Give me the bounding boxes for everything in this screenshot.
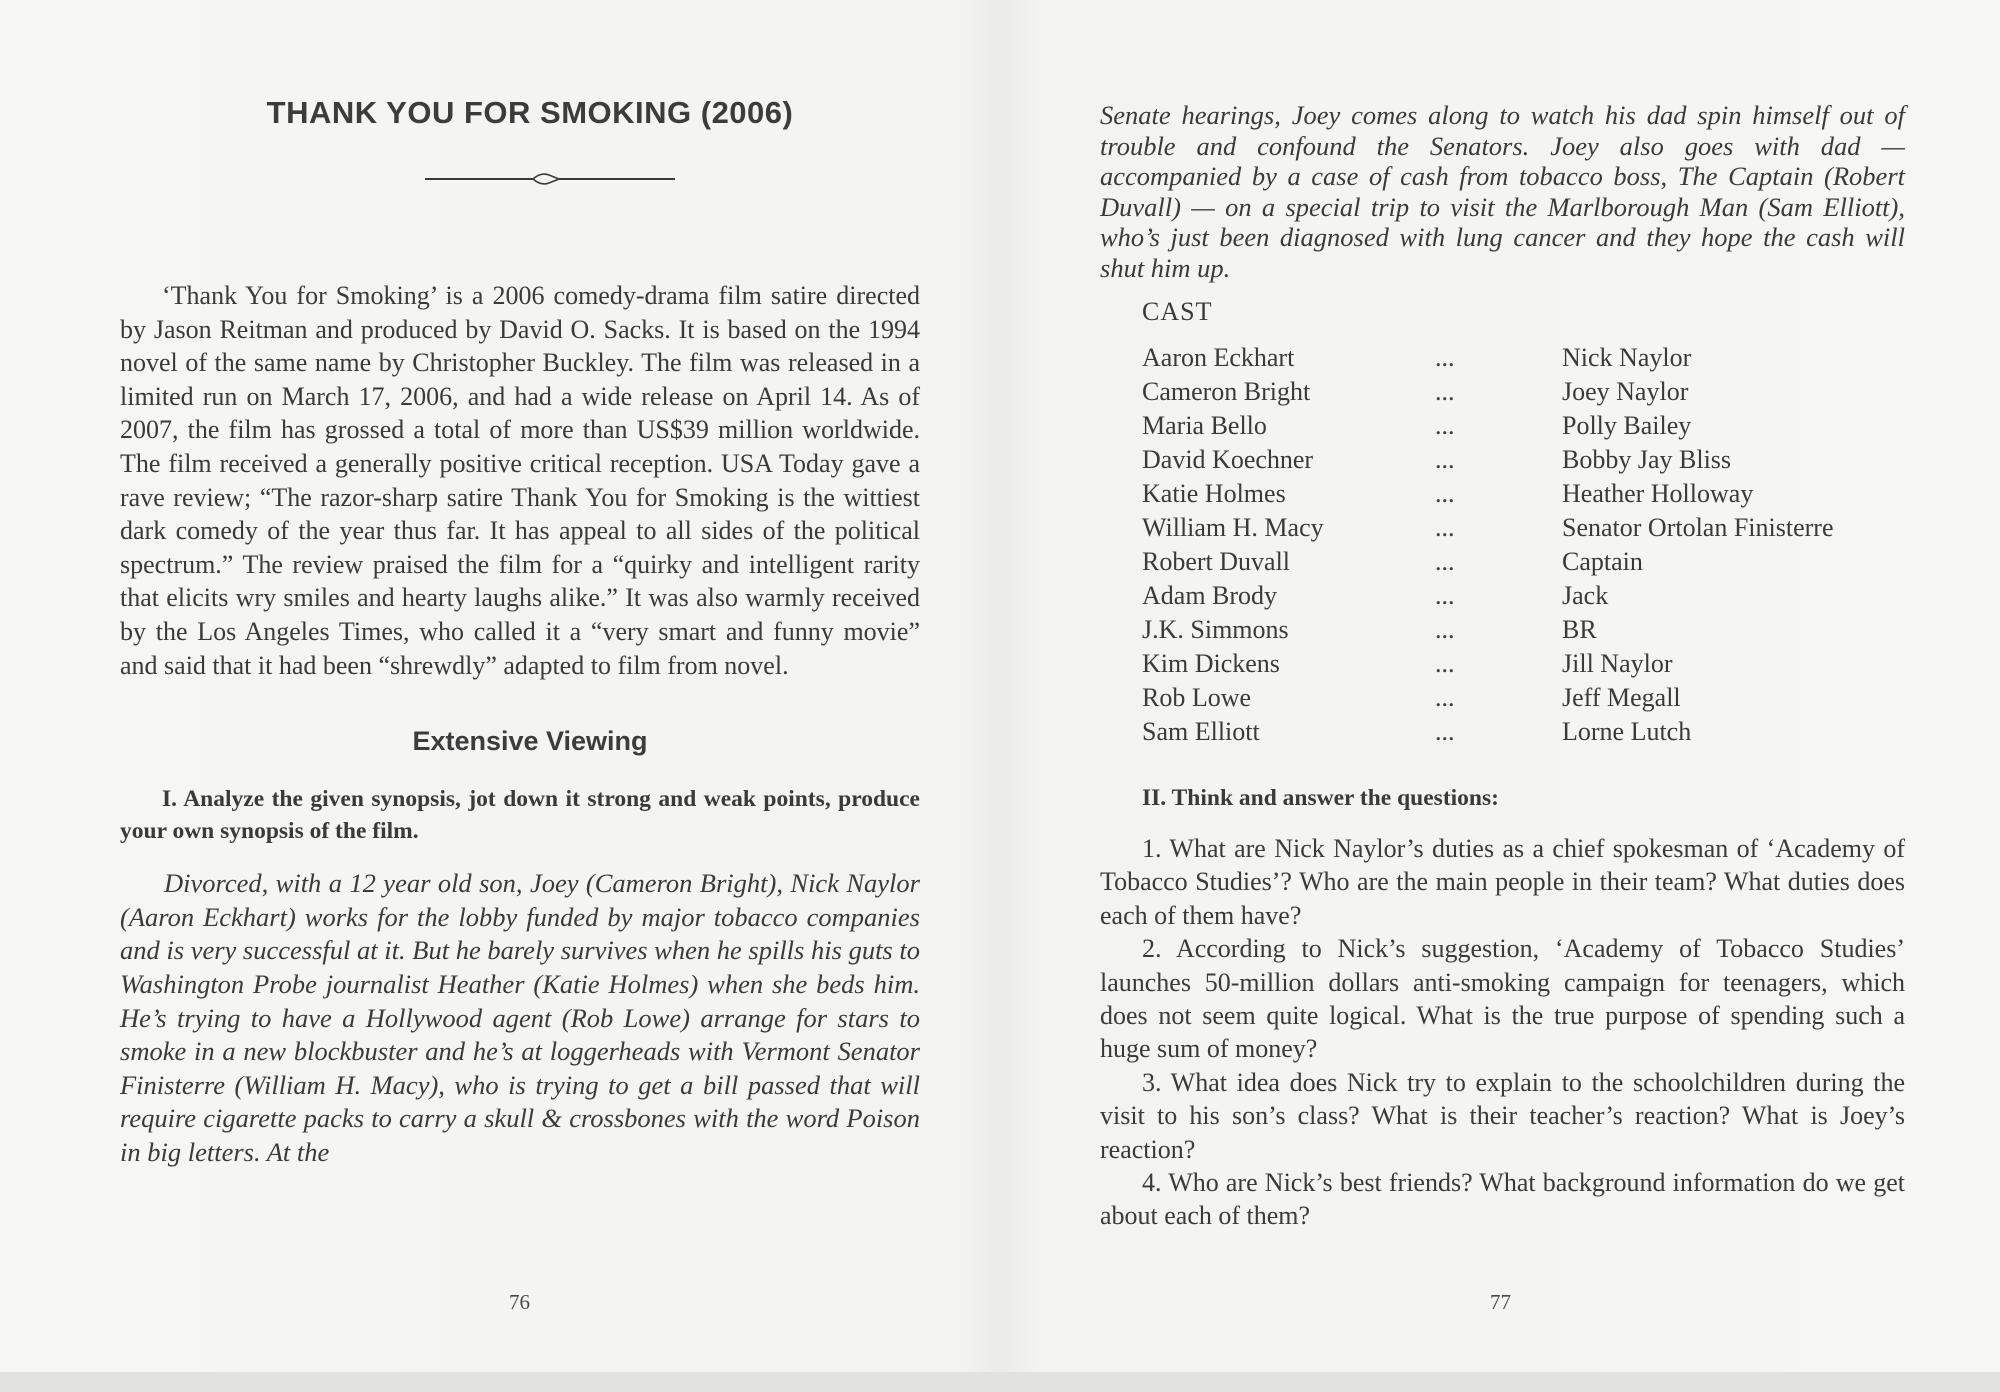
cast-actor: Maria Bello (1142, 411, 1267, 440)
cast-role: BR (1562, 615, 1597, 644)
cast-dots: ... (1435, 547, 1455, 576)
cast-role: Joey Naylor (1562, 377, 1689, 406)
synopsis-paragraph: Divorced, with a 12 year old son, Joey (Cameron Bright), Nick Naylor (Aaron Eckhart) works for the lobby funded by major tobacco companies and is very successful at it. But he barely survives when he spills his guts to Washington Probe journalist Heather (Katie Holmes) when she beds him. He’s trying to have a Hollywood agent (Rob Lowe) arrange for stars to smoke in a new blockbuster and he’s at loggerheads with Vermont Senator Finisterre (William H. Macy), who is trying to get a bill passed that will require cigarette packs to carry a skull & crossbones with the word Poison in big letters. At the (120, 868, 920, 1167)
left-page (120, 95, 920, 1169)
cast-dots: ... (1435, 615, 1455, 644)
cast-dots: ... (1435, 343, 1455, 372)
cast-dots: ... (1435, 513, 1455, 542)
cast-row (1142, 375, 1834, 409)
cast-role: Bobby Jay Bliss (1562, 445, 1732, 474)
cast-actor: Aaron Eckhart (1142, 343, 1295, 372)
cast-dots: ... (1435, 581, 1455, 610)
cast-actor: Cameron Bright (1142, 377, 1311, 406)
question-item: 3. What idea does Nick try to explain to the schoolchildren during the visit to his son’s class? What is their teacher’s reaction? What is Joey’s reaction? (1100, 1067, 1905, 1164)
question-item: 2. According to Nick’s suggestion, ‘Academy of Tobacco Studies’ launches 50-million dollars anti-smoking campaign for teenagers, which does not seem quite logical. What is the true purpose of spending such a huge sum of money? (1100, 934, 1905, 1064)
cast-actor: Rob Lowe (1142, 683, 1252, 712)
question-item: 1. What are Nick Naylor’s duties as a chief spokesman of ‘Academy of Tobacco Studies’? Who are the main people in their team? What duties does each of them have? (1100, 834, 1905, 930)
cast-role: Jeff Megall (1562, 683, 1681, 712)
cast-dots: ... (1435, 377, 1455, 406)
cast-dots: ... (1435, 717, 1455, 746)
cast-row (1142, 681, 1834, 715)
cast-dots: ... (1435, 683, 1455, 712)
cast-row (1142, 511, 1834, 545)
ornament-divider-icon (365, 171, 675, 187)
chapter-title: THANK YOU FOR SMOKING (2006) (266, 95, 794, 130)
page-number-left: 76 (509, 1290, 530, 1314)
cast-role: Senator Ortolan Finisterre (1562, 513, 1834, 542)
page-bottom-edge (0, 1372, 2000, 1392)
cast-role: Lorne Lutch (1562, 717, 1692, 746)
page-number-right: 77 (1490, 1290, 1511, 1314)
cast-actor: Kim Dickens (1142, 649, 1280, 678)
question-item: 4. Who are Nick’s best friends? What background information do we get about each of them? (1100, 1168, 1905, 1231)
cast-dots: ... (1435, 649, 1455, 678)
cast-role: Jill Naylor (1562, 649, 1673, 678)
cast-role: Polly Bailey (1562, 411, 1692, 440)
cast-row (1142, 545, 1834, 579)
cast-actor: Adam Brody (1142, 581, 1278, 610)
cast-dots: ... (1435, 411, 1455, 440)
right-page (1100, 100, 1905, 1233)
intro-paragraph: ‘Thank You for Smoking’ is a 2006 comedy-drama film satire directed by Jason Reitman and produced by David O. Sacks. It is based on the 1994 novel of the same name by Christopher Buckley. The film was released in a limited run on March 17, 2006, and had a wide release on April 14. As of 2007, the film has grossed a total of more than US$39 million worldwide. The film received a generally positive critical reception. USA Today gave a rave review; “The razor-sharp satire Thank You for Smoking is the wittiest dark comedy of the year thus far. It has appeal to all sides of the political spectrum.” The review praised the film for a “quirky and intelligent rarity that elicits wry smiles and hearty laughs alike.” It was also warmly received by the Los Angeles Times, who called it a “very smart and funny movie” and said that it had been “shrewdly” adapted to film from novel. (120, 281, 920, 680)
cast-role: Jack (1562, 581, 1609, 610)
cast-table (1142, 341, 1834, 749)
cast-row (1142, 341, 1834, 375)
cast-role: Captain (1562, 547, 1643, 576)
questions-heading: II. Think and answer the questions: (1142, 785, 1499, 811)
cast-actor: Katie Holmes (1142, 479, 1286, 508)
cast-actor: William H. Macy (1142, 513, 1324, 542)
cast-actor: J.K. Simmons (1142, 615, 1289, 644)
cast-role: Heather Holloway (1562, 479, 1754, 508)
cast-row (1142, 579, 1834, 613)
cast-row (1142, 647, 1834, 681)
cast-row (1142, 443, 1834, 477)
cast-dots: ... (1435, 479, 1455, 508)
cast-label: CAST (1142, 297, 1213, 326)
task-one: I. Analyze the given synopsis, jot down it strong and weak points, produce your own synopsis of the film. (120, 786, 920, 845)
cast-row (1142, 409, 1834, 443)
cast-actor: David Koechner (1142, 445, 1314, 474)
cast-row (1142, 477, 1834, 511)
section-heading: Extensive Viewing (412, 726, 648, 757)
cast-actor: Sam Elliott (1142, 717, 1260, 746)
cast-row (1142, 715, 1834, 749)
cast-role: Nick Naylor (1562, 343, 1692, 372)
cast-row (1142, 613, 1834, 647)
cast-dots: ... (1435, 445, 1455, 474)
cast-actor: Robert Duvall (1142, 547, 1291, 576)
synopsis-continuation: Senate hearings, Joey comes along to watch his dad spin himself out of trouble and confound the Senators. Joey also goes with dad — accompanied by a case of cash from tobacco boss, The Captain (Robert Duvall) — on a special trip to visit the Marlborough Man (Sam Elliott), who’s just been diagnosed with lung cancer and they hope the cash will shut him up. (1100, 100, 1905, 283)
